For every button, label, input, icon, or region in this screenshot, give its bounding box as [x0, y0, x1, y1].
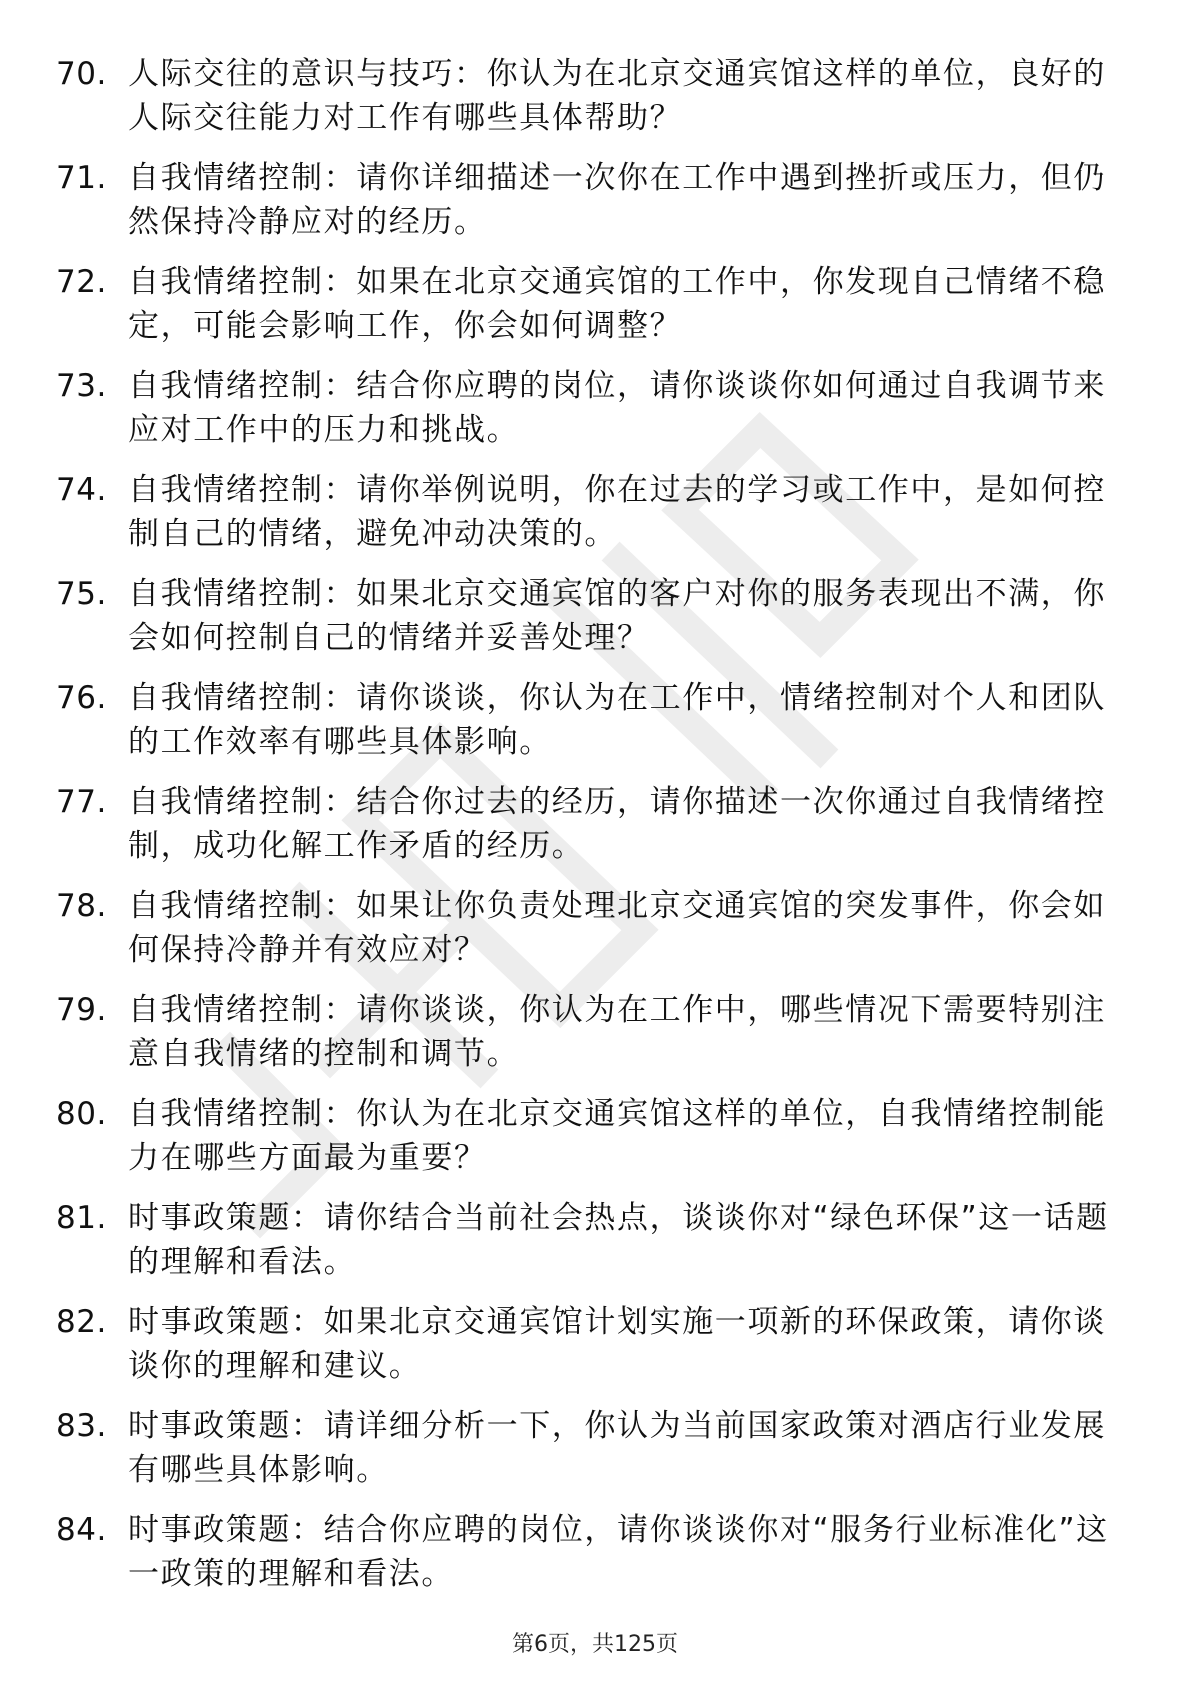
question-text: 时事政策题：结合你应聘的岗位，请你谈谈你对“服务行业标准化”这一政策的理解和看法。	[128, 1512, 1109, 1592]
question-number: 78.	[56, 888, 107, 924]
question-item	[56, 156, 1136, 260]
question-text: 自我情绪控制：结合你过去的经历，请你描述一次你通过自我情绪控制，成功化解工作矛盾的经历。	[128, 784, 1106, 864]
question-item	[56, 1404, 1136, 1508]
question-text: 时事政策题：请你结合当前社会热点，谈谈你对“绿色环保”这一话题的理解和看法。	[128, 1200, 1109, 1280]
question-text: 自我情绪控制：如果在北京交通宾馆的工作中，你发现自己情绪不稳定，可能会影响工作，你会如何调整？	[128, 264, 1106, 344]
question-number: 84.	[56, 1512, 107, 1548]
question-text: 自我情绪控制：请你谈谈，你认为在工作中，情绪控制对个人和团队的工作效率有哪些具体影响。	[128, 680, 1106, 760]
page-number-footer: 第6页，共125页	[512, 1632, 678, 1657]
question-text: 时事政策题：请详细分析一下，你认为当前国家政策对酒店行业发展有哪些具体影响。	[128, 1408, 1106, 1488]
question-text: 自我情绪控制：结合你应聘的岗位，请你谈谈你如何通过自我调节来应对工作中的压力和挑战。	[128, 368, 1106, 448]
question-number: 71.	[56, 160, 107, 196]
question-item	[56, 1300, 1136, 1404]
question-text: 时事政策题：如果北京交通宾馆计划实施一项新的环保政策，请你谈谈你的理解和建议。	[128, 1304, 1106, 1384]
question-number: 82.	[56, 1304, 107, 1340]
question-number: 72.	[56, 264, 107, 300]
question-number: 75.	[56, 576, 107, 612]
question-number: 74.	[56, 472, 107, 508]
question-item	[56, 572, 1136, 676]
question-item	[56, 364, 1136, 468]
question-item	[56, 676, 1136, 780]
question-number: 73.	[56, 368, 107, 404]
question-list	[56, 52, 1136, 1612]
question-number: 83.	[56, 1408, 107, 1444]
question-number: 79.	[56, 992, 107, 1028]
question-item	[56, 988, 1136, 1092]
question-text: 自我情绪控制：请你谈谈，你认为在工作中，哪些情况下需要特别注意自我情绪的控制和调节。	[128, 992, 1106, 1072]
question-text: 自我情绪控制：如果让你负责处理北京交通宾馆的突发事件，你会如何保持冷静并有效应对？	[128, 888, 1106, 968]
question-item	[56, 1196, 1136, 1300]
question-item	[56, 52, 1136, 156]
question-text: 人际交往的意识与技巧：你认为在北京交通宾馆这样的单位，良好的人际交往能力对工作有哪些具体帮助？	[128, 56, 1106, 136]
question-item	[56, 1092, 1136, 1196]
question-item	[56, 1508, 1136, 1612]
question-number: 80.	[56, 1096, 107, 1132]
question-text: 自我情绪控制：请你举例说明，你在过去的学习或工作中，是如何控制自己的情绪，避免冲动决策的。	[128, 472, 1106, 552]
question-text: 自我情绪控制：请你详细描述一次你在工作中遇到挫折或压力，但仍然保持冷静应对的经历。	[128, 160, 1106, 240]
question-item	[56, 260, 1136, 364]
question-text: 自我情绪控制：如果北京交通宾馆的客户对你的服务表现出不满，你会如何控制自己的情绪并妥善处理？	[128, 576, 1106, 656]
question-number: 76.	[56, 680, 107, 716]
question-item	[56, 884, 1136, 988]
question-number: 70.	[56, 56, 107, 92]
question-number: 77.	[56, 784, 107, 820]
question-number: 81.	[56, 1200, 107, 1236]
question-item	[56, 468, 1136, 572]
question-item	[56, 780, 1136, 884]
question-text: 自我情绪控制：你认为在北京交通宾馆这样的单位，自我情绪控制能力在哪些方面最为重要？	[128, 1096, 1106, 1176]
